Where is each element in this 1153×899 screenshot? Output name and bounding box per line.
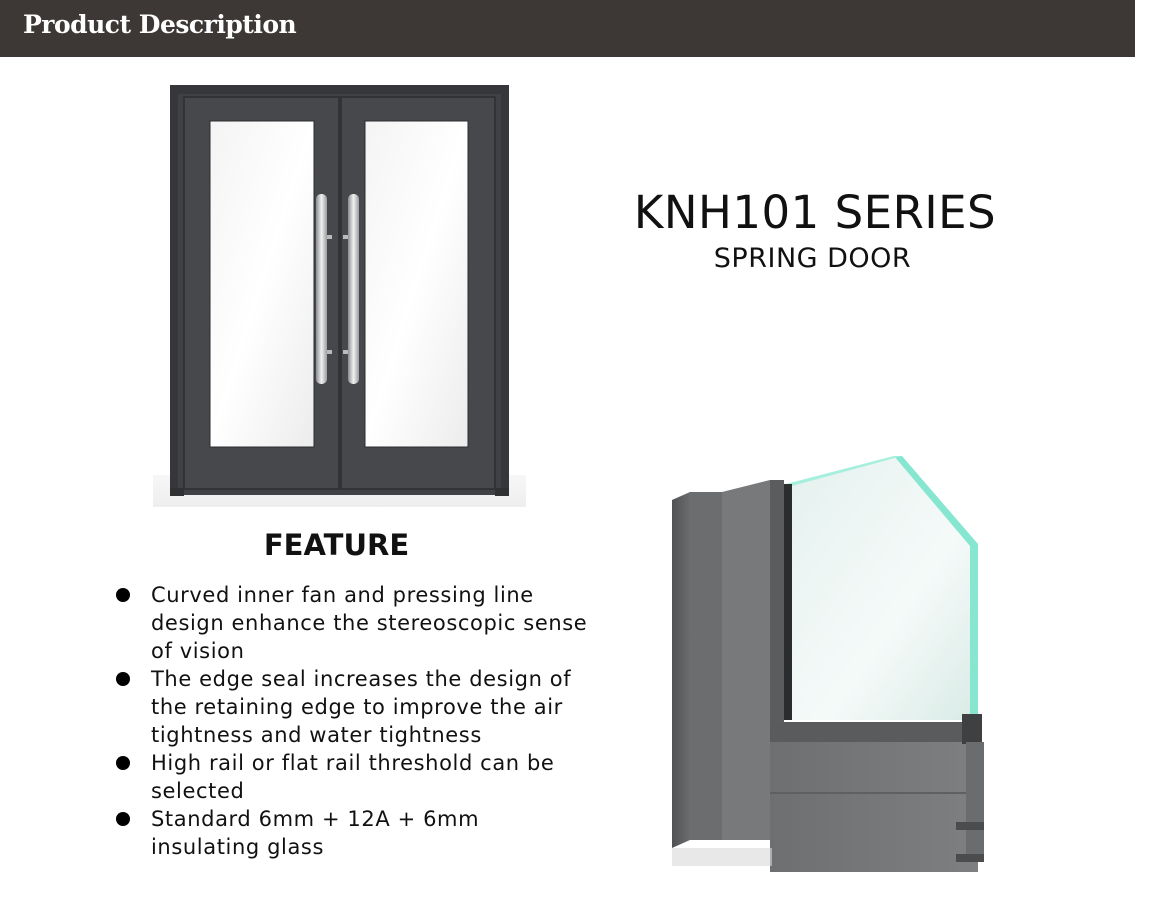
product-series-title: KNH101 SERIES (633, 186, 997, 239)
bullet-icon (116, 812, 130, 826)
header-title: Product Description (23, 10, 297, 39)
feature-item (111, 805, 591, 861)
feature-text: Curved inner fan and pressing line design enhance the stereoscopic sense of vision (151, 583, 588, 663)
bullet-icon (116, 756, 130, 770)
bullet-icon (116, 672, 130, 686)
bullet-icon (116, 588, 130, 602)
feature-heading: FEATURE (263, 528, 410, 562)
header-bar (0, 0, 1135, 57)
feature-item (111, 665, 591, 749)
feature-item (111, 749, 591, 805)
profile-section-image (662, 452, 992, 892)
feature-text: High rail or flat rail threshold can be selected (151, 751, 555, 803)
product-type-subtitle: SPRING DOOR (713, 243, 912, 274)
feature-item (111, 581, 591, 665)
door-product-image (153, 80, 526, 507)
feature-list (111, 581, 591, 861)
feature-text: The edge seal increases the design of the retaining edge to improve the air tightness and water tightness (151, 667, 572, 747)
feature-text: Standard 6mm + 12A + 6mm insulating glass (151, 807, 480, 859)
